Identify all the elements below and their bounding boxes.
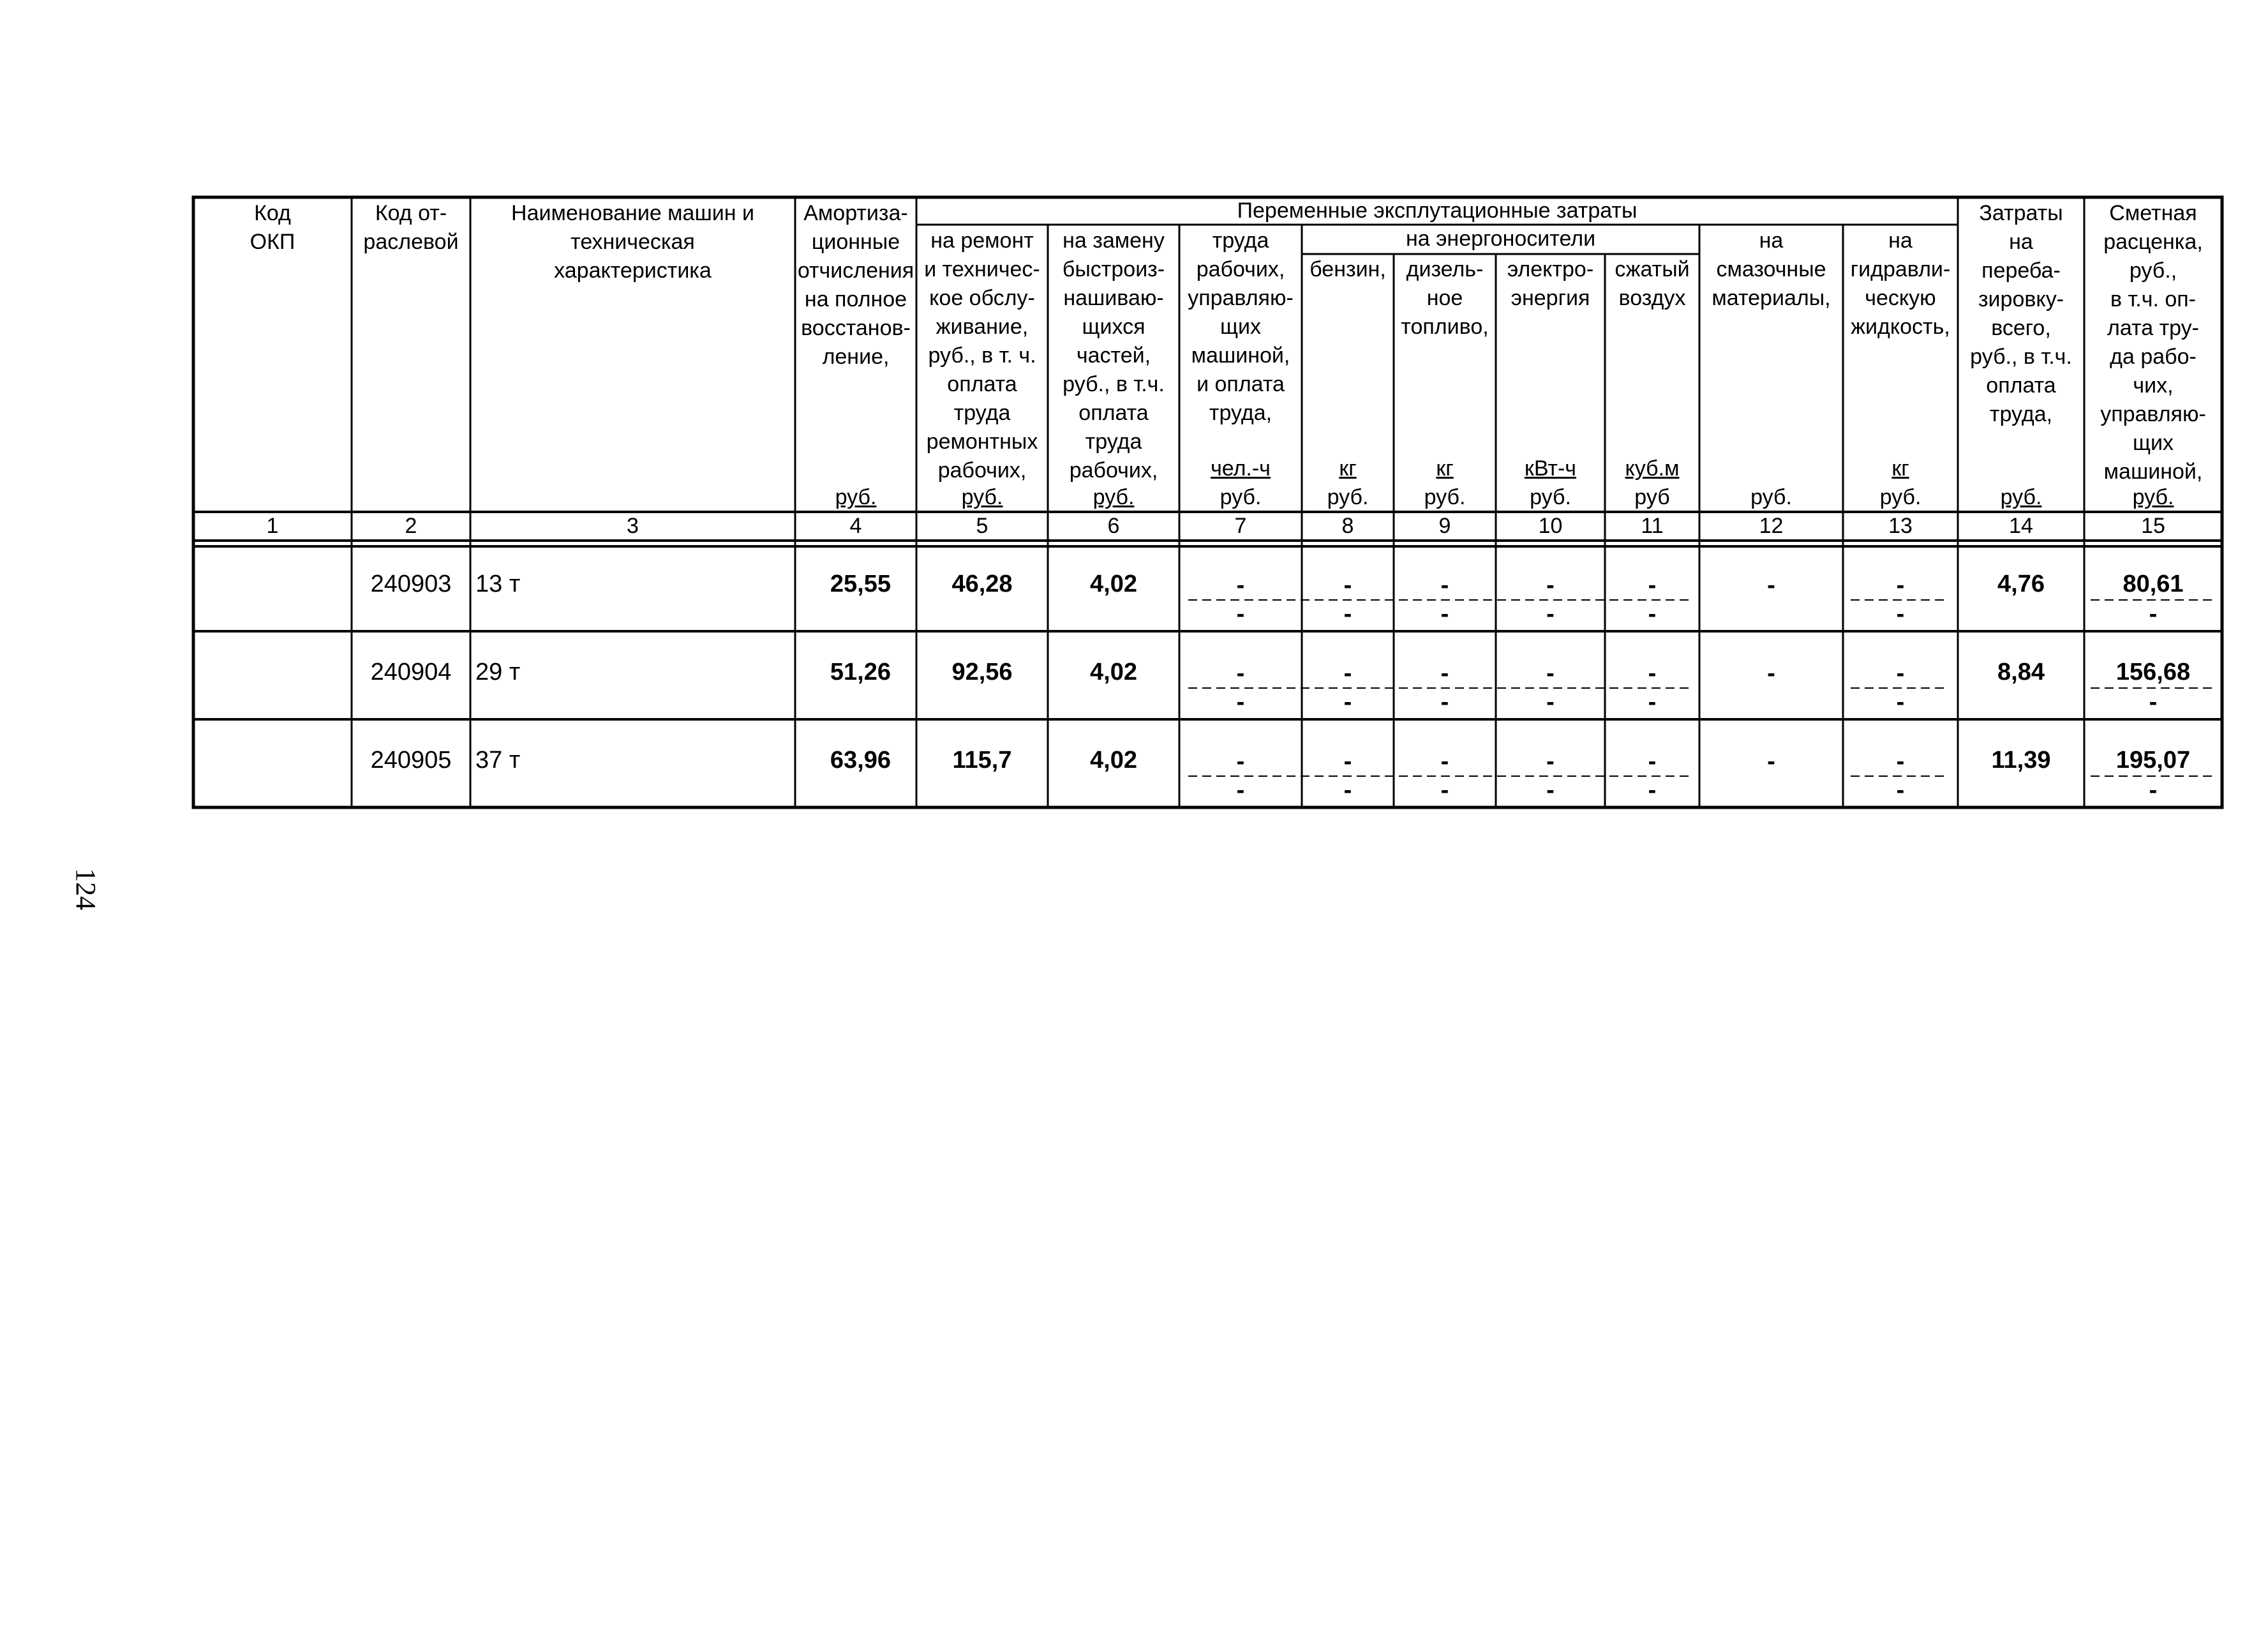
table-cell-surcharge: 8,84 xyxy=(1997,659,2045,685)
header-col5-line7: труда xyxy=(953,401,1011,425)
table-cell-dash: - xyxy=(1896,689,1905,715)
table-cell-surcharge: 11,39 xyxy=(1991,747,2051,774)
header-col14-line3: переба- xyxy=(1981,258,2061,283)
header-col15-line2: расценка, xyxy=(2103,230,2203,254)
header-col10-line2: энергия xyxy=(1511,286,1590,310)
header-col6-line8: труда xyxy=(1085,430,1142,454)
header-col5-unit: руб. xyxy=(961,485,1003,509)
table-cell-dash: - xyxy=(1236,689,1245,715)
header-col14-unit: руб. xyxy=(2000,485,2042,509)
table-cell-dash: - xyxy=(1546,777,1555,804)
header-col6-line6: руб., в т.ч. xyxy=(1063,372,1165,396)
header-col7-line5: машиной, xyxy=(1191,343,1290,368)
table-cell-price: 156,68 xyxy=(2115,659,2191,685)
table-cell-dash: - xyxy=(1546,748,1555,775)
table-cell-dash: - xyxy=(1343,601,1352,627)
header-col7-line1: труда xyxy=(1212,228,1269,253)
table-cell-dash: - xyxy=(1440,748,1449,775)
header-col15-line1: Сметная xyxy=(2109,201,2197,225)
header-col14-line6: руб., в т.ч. xyxy=(1970,345,2072,369)
header-col2-line2: раслевой xyxy=(363,230,459,254)
table-cell-repair: 115,7 xyxy=(952,747,1012,774)
header-col9-line1: дизель- xyxy=(1406,257,1484,281)
header-col4-line3: отчисления xyxy=(797,258,914,283)
header-col7-line7: труда, xyxy=(1209,401,1272,425)
header-col8-line1: бензин, xyxy=(1309,257,1386,281)
column-number: 7 xyxy=(1234,514,1247,538)
header-col6-line3: нашиваю- xyxy=(1063,286,1164,310)
table-cell-dash: - xyxy=(1648,572,1657,599)
header-col14-line5: всего, xyxy=(1991,316,2051,340)
table-cell-name: 29 т xyxy=(475,659,521,685)
table-cell-parts: 4,02 xyxy=(1090,571,1137,597)
table-cell-price: 195,07 xyxy=(2115,747,2191,774)
table-cell-dash: - xyxy=(1236,777,1245,804)
header-col6-line9: рабочих, xyxy=(1069,458,1158,483)
column-number: 2 xyxy=(405,514,417,538)
column-number: 6 xyxy=(1107,514,1120,538)
table-cell-dash: - xyxy=(1767,748,1775,775)
table-cell-dash: - xyxy=(1546,689,1555,715)
header-col7-line6: и оплата xyxy=(1197,372,1285,396)
table-cell-parts: 4,02 xyxy=(1090,659,1137,685)
column-number: 8 xyxy=(1341,514,1354,538)
table-cell-dash: - xyxy=(1343,660,1352,687)
header-col15-line4: в т.ч. оп- xyxy=(2110,287,2196,311)
table-cell-dash: - xyxy=(1343,689,1352,715)
column-number: 13 xyxy=(1888,514,1913,538)
table-cell-repair: 46,28 xyxy=(951,571,1013,597)
table-cell-dash: - xyxy=(1440,777,1449,804)
header-col5-line3: кое обслу- xyxy=(929,286,1035,310)
column-number: 3 xyxy=(627,514,639,538)
table-cell-dash: - xyxy=(1440,689,1449,715)
table-cell-dash: - xyxy=(2149,777,2158,804)
header-col9-line2: ное xyxy=(1426,286,1463,310)
table-cell-dash: - xyxy=(1896,748,1905,775)
table-cell-dash: - xyxy=(1896,777,1905,804)
table-cell-dash: - xyxy=(1896,572,1905,599)
table-cell-dash: - xyxy=(1236,572,1245,599)
header-col8-unit1: кг xyxy=(1339,456,1357,481)
header-col14-line7: оплата xyxy=(1986,373,2056,398)
header-col9-unit1: кг xyxy=(1436,456,1454,481)
column-number: 4 xyxy=(849,514,862,538)
header-col2-line1: Код от- xyxy=(375,201,447,225)
header-col3-line3: характеристика xyxy=(554,258,712,283)
table-cell-dash: - xyxy=(1648,660,1657,687)
header-col5-line2: и техничес- xyxy=(924,257,1040,281)
table-cell-amort: 25,55 xyxy=(830,571,891,597)
table-cell-dash: - xyxy=(1896,601,1905,627)
table-cell-dash: - xyxy=(1648,689,1657,715)
header-col15-line8: управляю- xyxy=(2100,402,2206,426)
header-col6-line1: на замену xyxy=(1063,228,1165,253)
page-number: 124 xyxy=(70,868,101,910)
header-col6-line5: частей, xyxy=(1076,343,1151,368)
table-cell-name: 13 т xyxy=(475,571,521,597)
header-col12-line3: материалы, xyxy=(1712,286,1831,310)
column-number: 15 xyxy=(2141,514,2165,538)
table-cell-dash: - xyxy=(1767,660,1775,687)
header-col4-unit: руб. xyxy=(835,485,877,509)
header-col7-line2: рабочих, xyxy=(1196,257,1285,281)
column-number: 12 xyxy=(1759,514,1784,538)
table-cell-amort: 63,96 xyxy=(830,747,891,774)
header-col5-line4: живание, xyxy=(936,315,1029,339)
header-col14-line2: на xyxy=(2009,230,2033,254)
header-col11-unit1: куб.м xyxy=(1625,456,1680,481)
table-cell-dash: - xyxy=(1440,660,1449,687)
table-cell-dash: - xyxy=(1546,601,1555,627)
header-col4-line6: ление, xyxy=(822,345,890,369)
header-energy-group: на энергоносители xyxy=(1405,227,1596,251)
header-col5-line8: ремонтных xyxy=(926,430,1038,454)
column-number: 14 xyxy=(2009,514,2033,538)
header-col7-line3: управляю- xyxy=(1188,286,1294,310)
header-col3-line2: техническая xyxy=(571,230,695,254)
table-cell-dash: - xyxy=(2149,601,2158,627)
table-cell-price: 80,61 xyxy=(2123,571,2184,597)
header-col8-unit2: руб. xyxy=(1327,485,1369,509)
table-cell-name: 37 т xyxy=(475,747,521,774)
header-col5-line9: рабочих, xyxy=(937,458,1027,483)
table-cell-dash: - xyxy=(1767,572,1775,599)
header-col15-line9: щих xyxy=(2133,431,2174,455)
header-col7-unit2: руб. xyxy=(1220,485,1262,509)
header-col5-line5: руб., в т. ч. xyxy=(928,343,1036,368)
table-cell-dash: - xyxy=(1343,777,1352,804)
header-col1-line2: ОКП xyxy=(250,230,295,254)
table-cell-code: 240905 xyxy=(370,747,452,774)
header-col15-line3: руб., xyxy=(2129,258,2177,283)
header-col6-line4: щихся xyxy=(1082,315,1145,339)
header-col1-line1: Код xyxy=(254,201,291,225)
header-col4-line4: на полное xyxy=(804,287,907,311)
header-col11-unit2: руб xyxy=(1634,485,1670,509)
header-col13-line2: гидравли- xyxy=(1850,257,1951,281)
header-col5-line6: оплата xyxy=(947,372,1017,396)
header-col13-line4: жидкость, xyxy=(1851,315,1950,339)
header-col13-line1: на xyxy=(1888,228,1913,253)
column-number: 5 xyxy=(976,514,989,538)
header-col6-line7: оплата xyxy=(1078,401,1149,425)
table-cell-repair: 92,56 xyxy=(951,659,1013,685)
table-cell-dash: - xyxy=(2149,689,2158,715)
header-col12-unit: руб. xyxy=(1750,485,1792,509)
header-col13-line3: ческую xyxy=(1865,286,1936,310)
table-cell-dash: - xyxy=(1236,748,1245,775)
header-col6-line2: быстроиз- xyxy=(1062,257,1165,281)
table-cell-dash: - xyxy=(1440,601,1449,627)
header-col4-line1: Амортиза- xyxy=(803,201,908,225)
table-cell-amort: 51,26 xyxy=(830,659,891,685)
header-variable-group: Переменные эксплутационные затраты xyxy=(1237,198,1638,223)
column-number: 10 xyxy=(1538,514,1563,538)
header-col9-unit2: руб. xyxy=(1424,485,1466,509)
table-cell-dash: - xyxy=(1896,660,1905,687)
header-col10-line1: электро- xyxy=(1507,257,1594,281)
header-col10-unit1: кВт-ч xyxy=(1524,456,1577,481)
header-col3-line1: Наименование машин и xyxy=(511,201,754,225)
header-col10-unit2: руб. xyxy=(1530,485,1571,509)
header-col15-line6: да рабо- xyxy=(2110,345,2197,369)
header-col11-line1: сжатый xyxy=(1615,257,1690,281)
table-cell-dash: - xyxy=(1648,601,1657,627)
table-cell-dash: - xyxy=(1546,660,1555,687)
header-col7-unit1: чел.-ч xyxy=(1211,456,1271,481)
header-col5-line1: на ремонт xyxy=(930,228,1034,253)
header-col11-line2: воздух xyxy=(1618,286,1686,310)
table-cell-dash: - xyxy=(1440,572,1449,599)
table-cell-dash: - xyxy=(1343,572,1352,599)
header-col15-unit: руб. xyxy=(2132,485,2174,509)
header-col15-line10: машиной, xyxy=(2103,460,2203,484)
column-number: 11 xyxy=(1641,514,1664,538)
header-col15-line5: лата тру- xyxy=(2107,316,2199,340)
header-col13-unit1: кг xyxy=(1891,456,1909,481)
table-cell-parts: 4,02 xyxy=(1090,747,1137,774)
header-col4-line5: восстанов- xyxy=(801,316,911,340)
header-col7-line4: щих xyxy=(1220,315,1261,339)
table-cell-dash: - xyxy=(1236,601,1245,627)
column-number: 9 xyxy=(1438,514,1451,538)
header-col6-unit: руб. xyxy=(1093,485,1135,509)
header-col13-unit2: руб. xyxy=(1879,485,1921,509)
table-cell-dash: - xyxy=(1236,660,1245,687)
table-cell-code: 240903 xyxy=(370,571,452,597)
header-col15-line7: чих, xyxy=(2133,373,2174,398)
header-col14-line1: Затраты xyxy=(1979,201,2063,225)
header-col4-line2: ционные xyxy=(811,230,900,254)
table-cell-dash: - xyxy=(1648,748,1657,775)
header-col12-line1: на xyxy=(1759,228,1784,253)
header-col14-line8: труда, xyxy=(1989,402,2053,426)
header-col12-line2: смазочные xyxy=(1716,257,1826,281)
table-cell-code: 240904 xyxy=(370,659,452,685)
table-cell-dash: - xyxy=(1343,748,1352,775)
table-cell-dash: - xyxy=(1546,572,1555,599)
header-col9-line3: топливо, xyxy=(1401,315,1489,339)
column-number: 1 xyxy=(266,514,279,538)
table-cell-surcharge: 4,76 xyxy=(1997,571,2045,597)
header-col14-line4: зировку- xyxy=(1978,287,2064,311)
table-cell-dash: - xyxy=(1648,777,1657,804)
